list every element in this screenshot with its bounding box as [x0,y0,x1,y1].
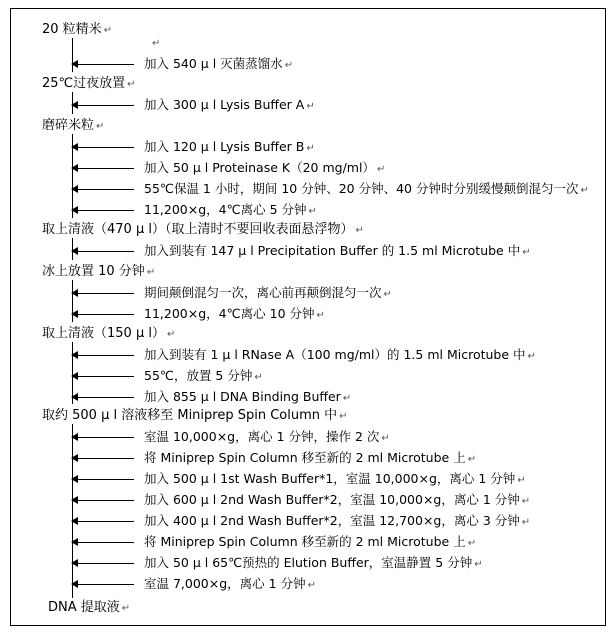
step-label: 取约 500 μ l 溶液移至 Miniprep Spin Column 中 ↵ [42,408,348,423]
arrow-left-icon [72,251,134,252]
arrow-left-icon [72,355,134,356]
arrow-left-icon [72,542,134,543]
final-step-label: DNA 提取液 ↵ [48,600,131,615]
arrow-left-icon [72,189,134,190]
arrow-left-icon [72,64,134,65]
arrow-left-icon [72,500,134,501]
arrow-left-icon [72,521,134,522]
arrow-left-icon [72,458,134,459]
arrow-left-icon [72,437,134,438]
step-label: 25℃过夜放置 ↵ [42,76,136,91]
arrow-left-icon [72,210,134,211]
arrow-left-icon [72,397,134,398]
arrow-left-icon [72,584,134,585]
arrow-left-icon [72,105,134,106]
arrow-left-icon [72,293,134,294]
arrow-left-icon [72,314,134,315]
step-label: 取上清液（150 μ l） ↵ [42,326,176,341]
flow-line [72,424,73,598]
arrow-left-icon [72,563,134,564]
step-label: 20 粒精米 ↵ [42,22,113,37]
step-label: 冰上放置 10 分钟 ↵ [42,264,156,279]
arrow-left-icon [72,376,134,377]
step-label: 磨碎米粒 ↵ [42,118,105,133]
step-label: 取上清液（470 μ l）（取上清时不要回收表面悬浮物） ↵ [42,222,364,237]
arrow-left-icon [72,479,134,480]
arrow-left-icon [72,168,134,169]
arrow-left-icon [72,147,134,148]
